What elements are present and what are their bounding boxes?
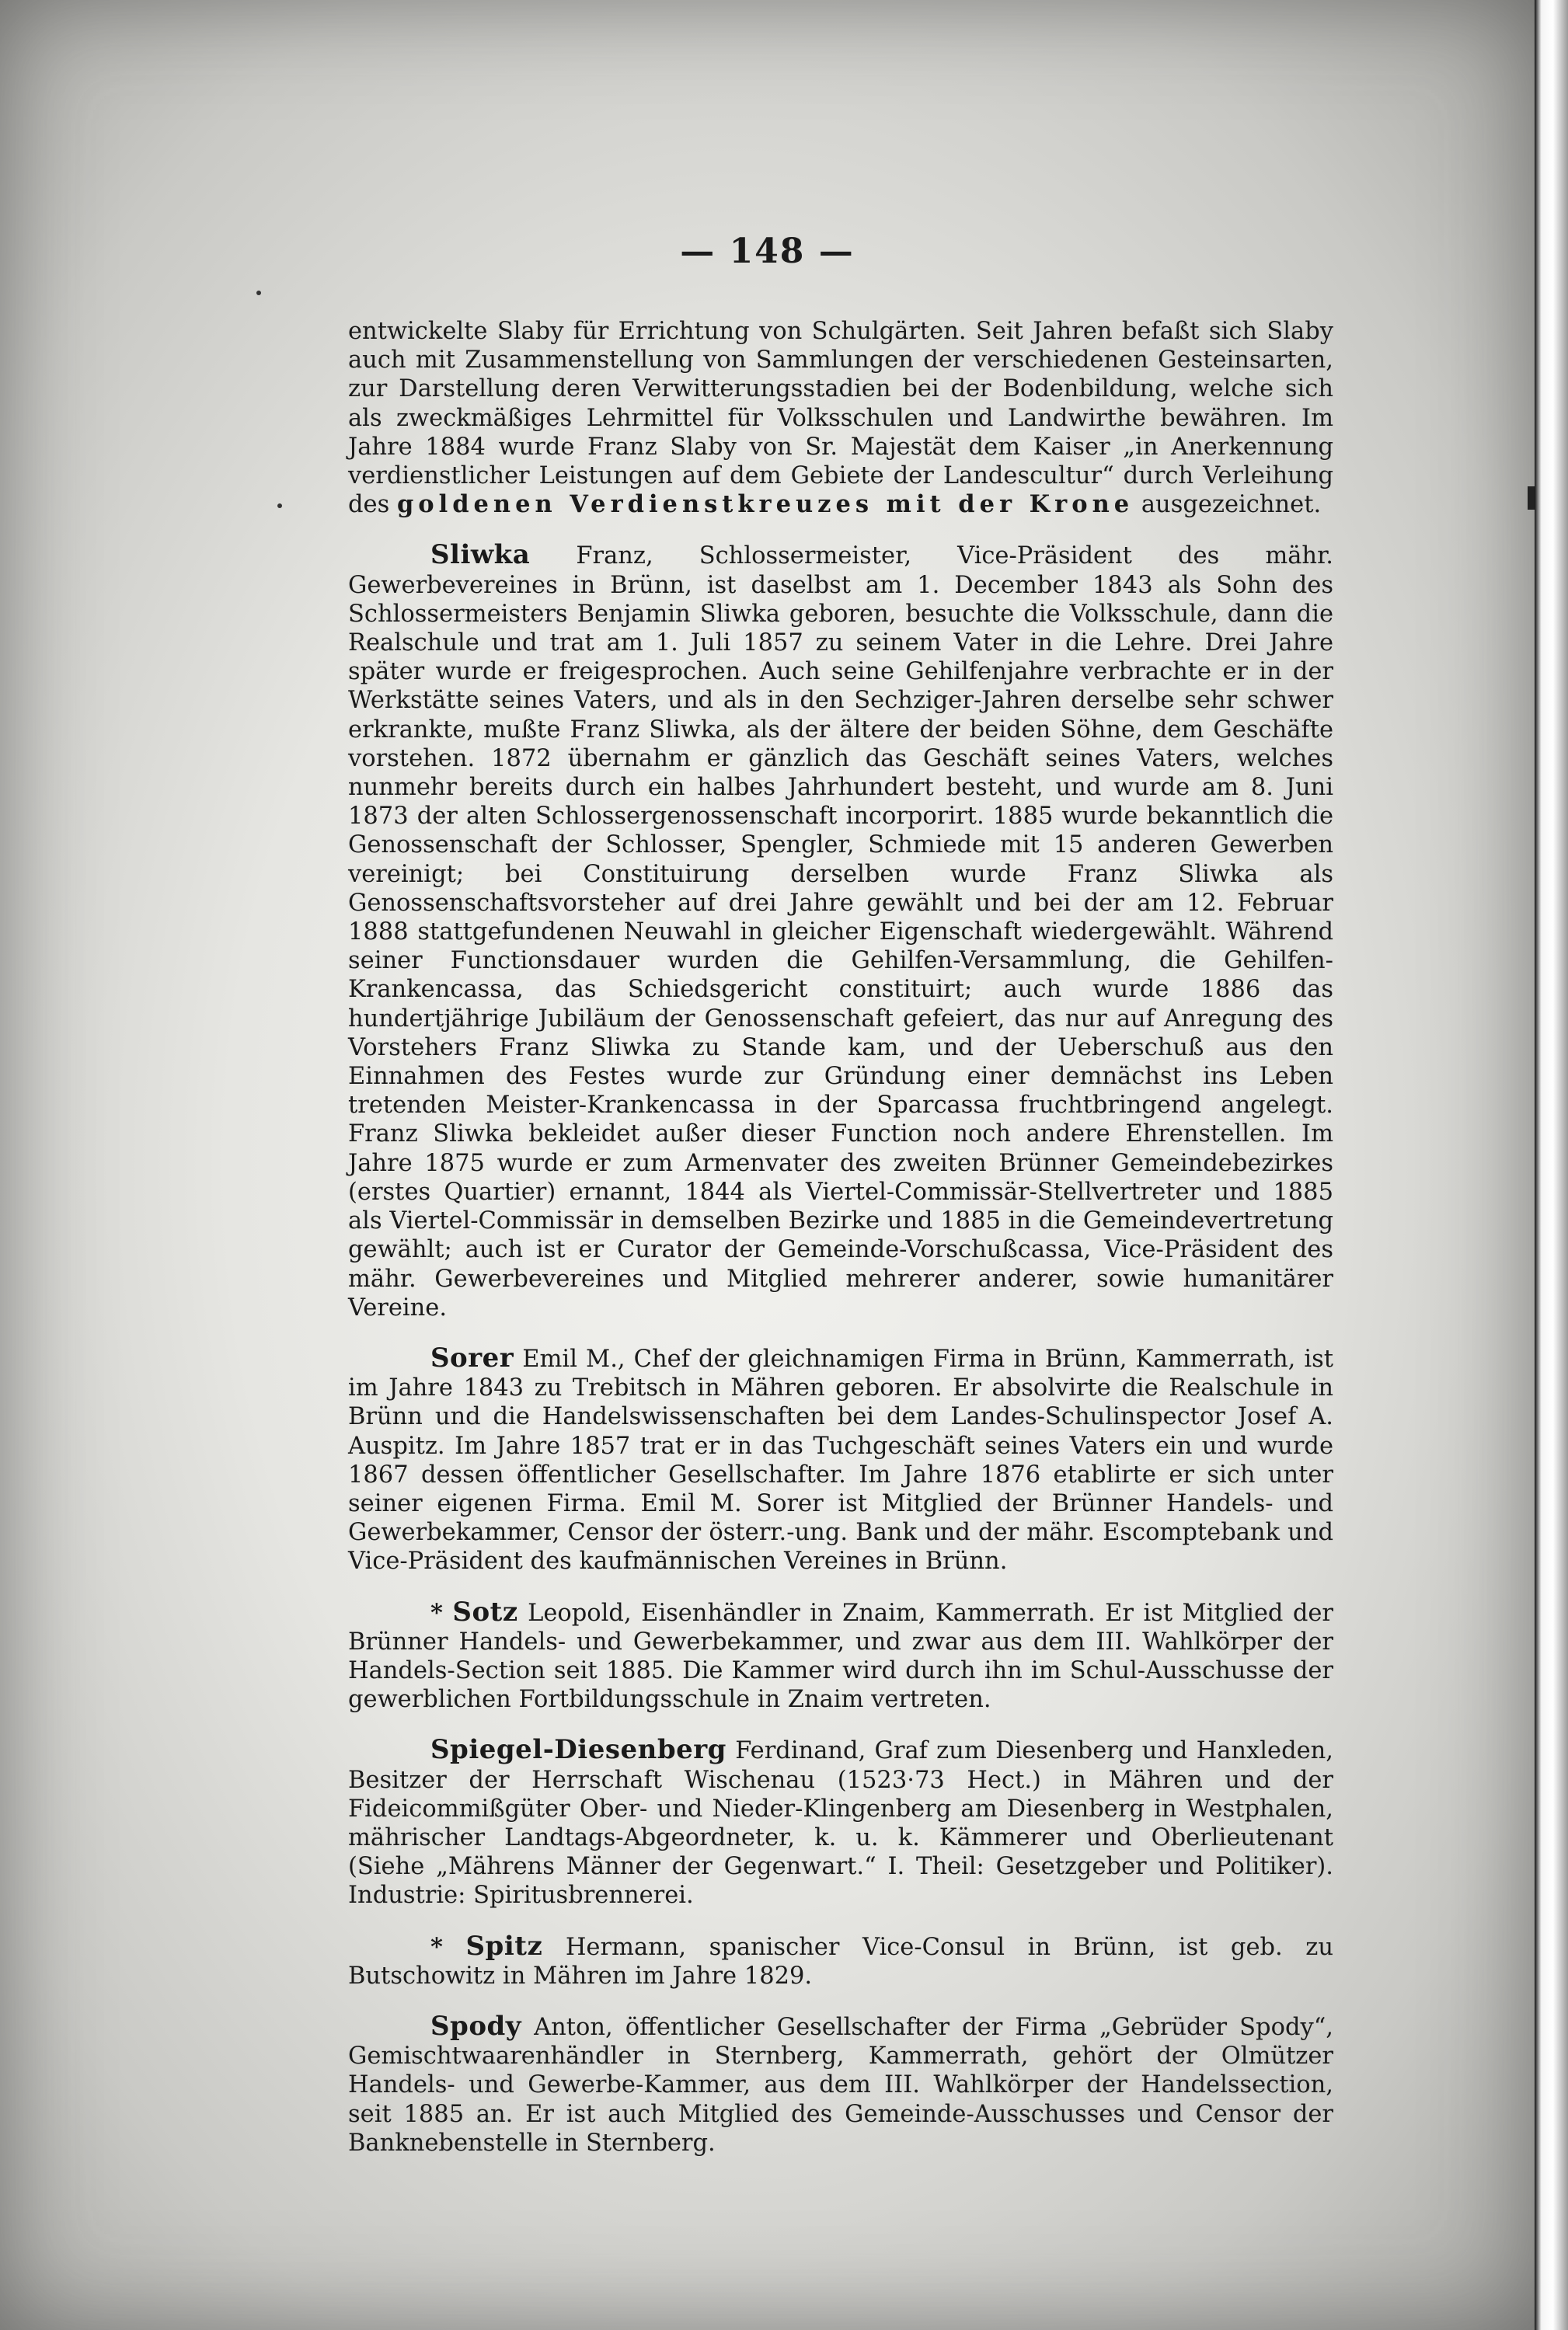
edge-marker — [1528, 486, 1535, 510]
entry-spody — [348, 2012, 1333, 2158]
scan-speck — [277, 503, 282, 508]
asterisk-marker: * — [430, 1932, 443, 1961]
scan-speck — [256, 291, 261, 295]
page-number: — 148 — — [680, 232, 855, 271]
entry-tail: ausgezeichnet. — [1141, 491, 1322, 519]
entry-spitz — [348, 1932, 1333, 1990]
emphasized-text: goldenen Verdienstkreuzes mit der Krone — [396, 490, 1134, 519]
entry-text: Franz, Schlossermeister, Vice-Präsident des mähr. Gewerbevereines in Brünn, ist daselbst am 1. December 1843 als Sohn des Schlossermeisters Benjamin Sliwka geboren, besuchte die Volksschule, dann die Realschule und trat am 1. Juli 1857 zu seinem Vater in die Lehre. Drei Jahre später wurde er freigesprochen. Auch seine Gehilfenjahre verbrachte er in der Werkstätte seines Vaters, und als in den Sechziger-Jahren derselbe sehr schwer erkrankte, mußte Franz Sliwka, als der ältere der beiden Söhne, dem Geschäfte vorstehen. 1872 übernahm er gänzlich das Geschäft seines Vaters, welches nunmehr bereits durch ein halbes Jahrhundert besteht, und wurde am 8. Juni 1873 der alten Schlossergenossenschaft incorporirt. 1885 wurde bekanntlich die Genossenschaft der Schlosser, Spengler, Schmiede mit 15 anderen Gewerben vereinigt; bei Constituirung derselben wurde Franz Sliwka als Genossenschaftsvorsteher auf drei Jahre gewählt und bei der am 12. Februar 1888 stattgefundenen Neuwahl in gleicher Eigenschaft wiedergewählt. Während seiner Functionsdauer wurden die Gehilfen-Versammlung, die Gehilfen-Krankencassa, das Schiedsgericht constituirt; auch wurde 1886 das hundertjährige Jubiläum der Genossenschaft gefeiert, das nur auf Anregung des Vorstehers Franz Sliwka zu Stande kam, und der Ueberschuß aus den Einnahmen des Festes wurde zur Gründung einer demnächst ins Leben tretenden Meister-Krankencassa in der Sparcassa fruchtbringend angelegt. Franz Sliwka bekleidet außer dieser Function noch andere Ehrenstellen. Im Jahre 1875 wurde er zum Armenvater des zweiten Brünner Gemeindebezirkes (erstes Quartier) ernannt, 1844 als Viertel-Commissär-Stellvertreter und 1885 als Viertel-Commissär in demselben Bezirke und 1885 in die Gemeindevertretung gewählt; auch ist er Curator der Gemeinde-Vorschußcassa, Vice-Präsident des mähr. Gewerbevereines und Mitglied mehrerer anderer, sowie humanitärer Vereine. — [348, 542, 1333, 1322]
entry-continuation — [348, 317, 1333, 519]
entry-name: Spody — [430, 2010, 522, 2042]
entry-name: Sotz — [452, 1596, 518, 1628]
entry-text: entwickelte Slaby für Errichtung von Schulgärten. Seit Jahren befaßt sich Slaby auch mit Zusammenstellung von Sammlungen der verschiedenen Gesteinsarten, zur Darstellung deren Verwitterungsstadien bei der Bodenbildung, welche sich als zweckmäßiges Lehrmittel für Volksschulen und Landwirthe bewähren. Im Jahre 1884 wurde Franz Slaby von Sr. Majestät dem Kaiser „in Anerkennung verdienstlicher Leistungen auf dem Gebiete der Landescultur“ durch Verleihung des — [348, 318, 1333, 519]
entry-text: Anton, öffentlicher Gesellschafter der Firma „Gebrüder Spody“, Gemischtwaarenhändler in Sternberg, Kammerrath, gehört der Olmützer Handels- und Gewerbe-Kammer, aus dem III. Wahlkörper der Handelssection, seit 1885 an. Er ist auch Mitglied des Gemeinde-Ausschusses und Censor der Banknebenstelle in Sternberg. — [348, 2013, 1333, 2157]
entry-sliwka — [348, 541, 1333, 1322]
entry-sotz — [348, 1598, 1333, 1715]
page-edge — [1535, 0, 1568, 2330]
entry-text: Hermann, spanischer Vice-Consul in Brünn, ist geb. zu Butschowitz in Mähren im Jahre 1829. — [348, 1933, 1333, 1990]
page-body — [348, 317, 1333, 2179]
entry-name: Spiegel-Diesenberg — [430, 1734, 727, 1766]
entry-spiegel-diesenberg — [348, 1736, 1333, 1910]
entry-sorer — [348, 1344, 1333, 1576]
entry-text: Ferdinand, Graf zum Diesenberg und Hanxleden, Besitzer der Herrschaft Wischenau (1523·73 Hect.) in Mähren und der Fideicommißgüter Ober- und Nieder-Klingenberg am Diesenberg in Westphalen, mährischer Landtags-Abgeordneter, k. u. k. Kämmerer und Oberlieutenant (Siehe „Mährens Männer der Gegenwart.“ I. Theil: Gesetzgeber und Politiker). Industrie: Spiritusbrennerei. — [348, 1737, 1333, 1910]
entry-name: Sorer — [430, 1342, 514, 1374]
entry-text: Emil M., Chef der gleichnamigen Firma in Brünn, Kammerrath, ist im Jahre 1843 zu Trebitsch in Mähren geboren. Er absolvirte die Realschule in Brünn und die Handelswissenschaften bei dem Landes-Schulinspector Josef A. Auspitz. Im Jahre 1857 trat er in das Tuchgeschäft seines Vaters ein und wurde 1867 dessen öffentlicher Gesellschafter. Im Jahre 1876 etablirte er sich unter seiner eigenen Firma. Emil M. Sorer ist Mitglied der Brünner Handels- und Gewerbekammer, Censor der österr.-ung. Bank und der mähr. Escomptebank und Vice-Präsident des kaufmännischen Vereines in Brünn. — [348, 1345, 1333, 1576]
entry-name: Spitz — [465, 1930, 543, 1962]
entry-name: Sliwka — [430, 539, 531, 571]
entry-text: Leopold, Eisenhändler in Znaim, Kammerrath. Er ist Mitglied der Brünner Handels- und Gewerbekammer, und zwar aus dem III. Wahlkörper der Handels-Section seit 1885. Die Kammer wird durch ihn im Schul-Ausschusse der gewerblichen Fortbildungsschule in Znaim vertreten. — [348, 1599, 1334, 1714]
asterisk-marker: * — [430, 1598, 443, 1627]
